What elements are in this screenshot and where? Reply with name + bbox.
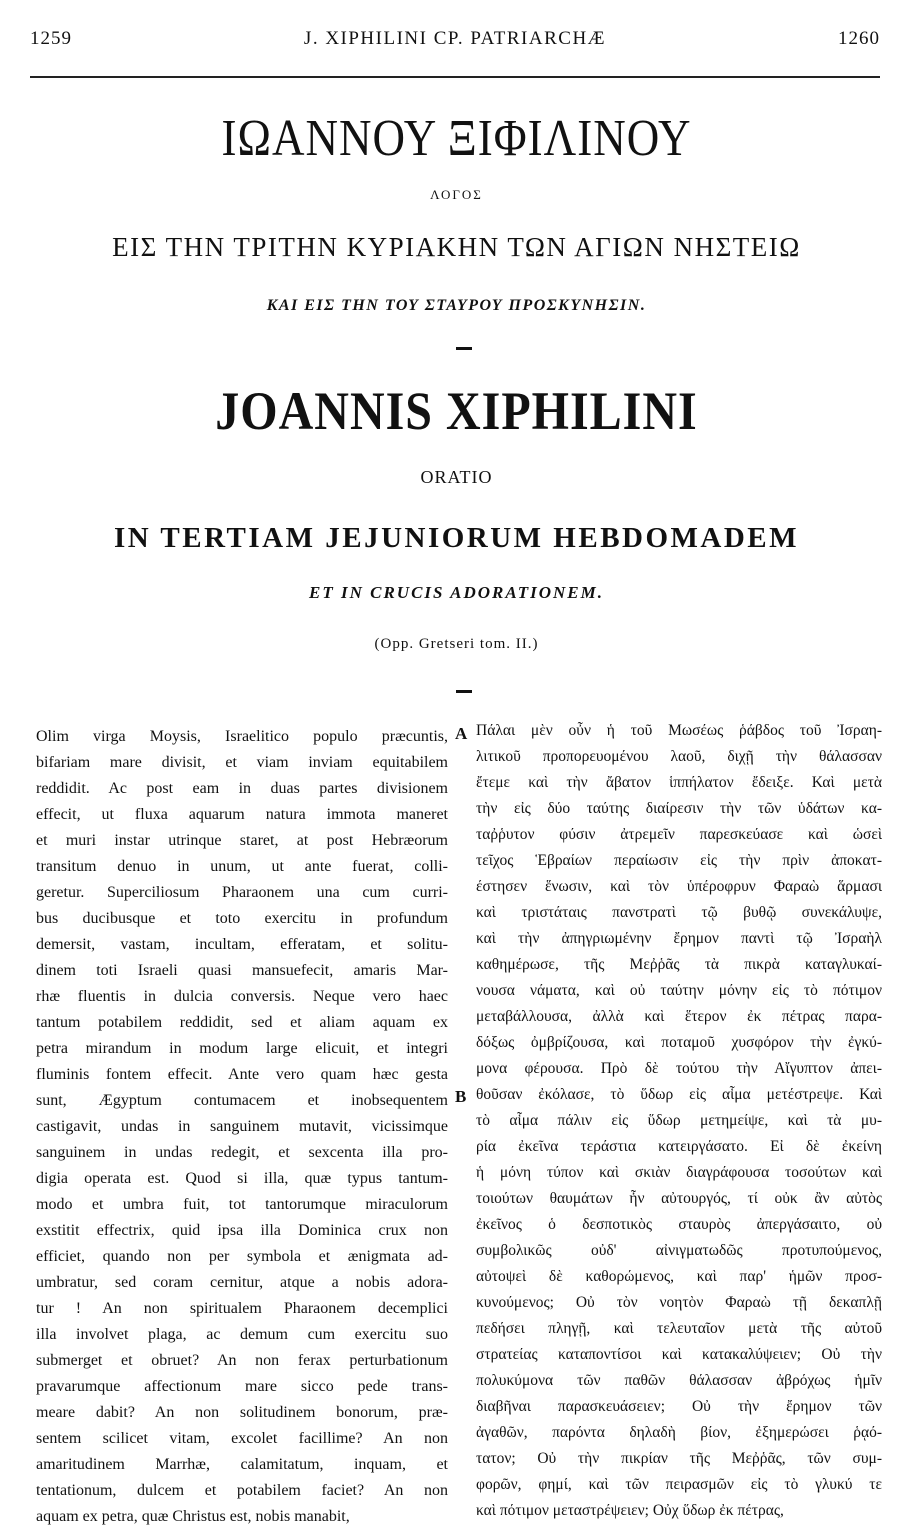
greek-title: ΙΩΑΝΝΟΥ ΞΙΦΙΛΙΝΟΥ bbox=[221, 109, 692, 167]
greek-text-line: στρατείας καταποντίσοι καὶ κατακαλύψειεν; Οὐ τὴν bbox=[476, 1346, 882, 1363]
latin-text-line: submerget et obruet? An non ferax perturbationum bbox=[36, 1352, 448, 1369]
greek-text-line: Πάλαι μὲν οὖν ἡ τοῦ Μωσέως ῥάβδος τοῦ Ἰσραη- bbox=[476, 722, 882, 739]
greek-text-line: έστησεν ἕνωσιν, καὶ τὸν ὑπέροφρυν Φαραὼ ἅρμασι bbox=[476, 878, 882, 895]
greek-subtitle: ΕΙΣ ΤΗΝ ΤΡΙΤΗΝ ΚΥΡΙΑΚΗΝ ΤΩΝ ΑΓΙΩΝ ΝΗΣΤΕΙΩ bbox=[112, 232, 801, 262]
greek-text-line: φορῶν, φημί, καὶ τῶν πειρασμῶν εἰς τὸ γλυκύ τε bbox=[476, 1476, 882, 1493]
greek-text-line: ἡ μόνη τύπον καὶ σκιὰν διαγράφουσα τοσούτων καὶ bbox=[476, 1164, 882, 1181]
latin-text-line: digia operata est. Quod si illa, quæ typus tantum- bbox=[36, 1170, 448, 1187]
latin-text-line: petra mirandum in modum large elicuit, et integri bbox=[36, 1040, 448, 1057]
greek-text-line: μεταβάλλουσα, ἀλλὰ καὶ ἕτερον ἐκ πέτρας παρα- bbox=[476, 1008, 882, 1025]
latin-text-line: tentationum, dulcem et potabilem faciet? An non bbox=[36, 1482, 448, 1499]
latin-text-line: fluminis fontem effecit. Ante vero quam hæc gesta bbox=[36, 1066, 448, 1083]
latin-title: JOANNIS XIPHILINI bbox=[215, 381, 698, 442]
running-title: J. XIPHILINI CP. PATRIARCHÆ bbox=[303, 28, 607, 49]
latin-text-line: effecit, ut fluxa aquarum natura immota maneret bbox=[36, 806, 448, 823]
greek-text-line: καὶ πότιμον μεταστρέψειεν; Οὐχ ὕδωρ ἐκ πέτρας, bbox=[476, 1502, 784, 1519]
latin-text-line: rhæ fluentis in dulcia conversis. Neque vero haec bbox=[36, 988, 448, 1005]
latin-text-line: bus ducibusque et toto exercitu in profundum bbox=[36, 910, 448, 927]
greek-text-line: μονα φέρουσα. Πρὸ δὲ τούτου τὴν Αἴγυπτον ἀπει- bbox=[476, 1060, 882, 1077]
margin-marker-b: B bbox=[455, 1087, 467, 1106]
greek-logos-label: ΛΟΓΟΣ bbox=[430, 187, 483, 202]
latin-text-line: aquam ex petra, quæ Christus est, nobis manabit, bbox=[36, 1508, 350, 1525]
latin-text-line: et muri instar utrinque staret, at post Hebræorum bbox=[36, 832, 448, 849]
greek-text-line: συμβολικῶς οὐδ' αἰνιγματωδῶς προτυπούμενος, bbox=[476, 1242, 882, 1259]
latin-text-line: bifariam mare divisit, et viam inviam equitabilem bbox=[36, 754, 448, 771]
greek-subtitle-italic: ΚΑΙ ΕΙΣ ΤΗΝ ΤΟΥ ΣΤΑΥΡΟΥ ΠΡΟΣΚΥΝΗΣΙΝ. bbox=[266, 297, 647, 314]
latin-text-line: tantum potabilem reddidit, sed et aliam aquam ex bbox=[36, 1014, 448, 1031]
latin-subtitle-italic: ET IN CRUCIS ADORATIONEM. bbox=[309, 583, 604, 602]
header-rule bbox=[30, 76, 880, 78]
latin-text-line: demersit, vastam, incultam, efferatam, et solitu- bbox=[36, 936, 448, 953]
greek-text-column bbox=[476, 718, 882, 1524]
greek-text-line: τοιούτων θαυμάτων ἦν αὐτουργός, τί οὐκ ἂν αὐτὸς bbox=[476, 1190, 882, 1207]
latin-text-line: tur ! An non spiritualem Pharaonem decemplici bbox=[36, 1300, 448, 1317]
greek-text-line: τεῖχος Ἑβραίων περαίωσιν εἰς τὴν πρὶν ἀποκατ- bbox=[476, 852, 882, 869]
margin-marker-a: A bbox=[455, 724, 468, 743]
latin-text-line: Olim virga Moysis, Israelitico populo præcuntis, bbox=[36, 728, 448, 745]
greek-text-line: πεδήσει πληγῇ, καὶ τελευταῖον μετὰ τῆς αὐτοῦ bbox=[476, 1320, 882, 1337]
greek-text-line: λιτικοῦ προπορευομένου λαοῦ, διχῇ τὴν θάλασσαν bbox=[476, 748, 882, 765]
greek-text-line: τὴν εἰς δύο ταύτης διαίρεσιν τὴν τῶν ὑδάτων κα- bbox=[476, 800, 882, 817]
latin-text-line: reddidit. Ac post eam in duas partes divisionem bbox=[36, 780, 448, 797]
latin-text-line: sentem scilicet vitam, excolet facillime? An non bbox=[36, 1430, 448, 1447]
latin-text-line: exstitit effectrix, quid ipsa illa Dominica crux non bbox=[36, 1222, 448, 1239]
source-citation: (Opp. Gretseri tom. II.) bbox=[374, 636, 539, 652]
latin-text-line: transitum denuo in unum, ut ante fuerat, colli- bbox=[36, 858, 448, 875]
greek-text-line: καὶ τριστάταις πανστρατὶ τῷ βυθῷ συνεκάλυψε, bbox=[476, 904, 882, 921]
latin-text-line: geretur. Superciliosum Pharaonem una cum curri- bbox=[36, 884, 448, 901]
latin-text-line: pravarumque affectionum mare sicco pede trans- bbox=[36, 1378, 448, 1395]
greek-text-line: καθημέρωσε, τῆς Μεῤῥᾶς τὰ πικρὰ καταγλυκαί- bbox=[476, 956, 882, 973]
column-number-right: 1260 bbox=[838, 28, 880, 49]
greek-text-line: δόξως ὀμβρίζουσα, καὶ ποταμοῦ χυσφόρον τὴν ἐγκύ- bbox=[476, 1034, 882, 1051]
greek-text-line: ἀγαθῶν, παρόντα δηλαδὴ βίον, ἐξημερώσει ῥᾳό- bbox=[476, 1424, 882, 1441]
latin-text-column bbox=[36, 724, 448, 1530]
latin-text-line: amaritudinem Marrhæ, calamitatum, inquam, et bbox=[36, 1456, 448, 1473]
latin-oratio-label: ORATIO bbox=[420, 467, 493, 487]
latin-text-line: sunt, Ægyptum contumacem et inobsequentem bbox=[36, 1092, 448, 1109]
greek-text-line: νουσα νάματα, καὶ οὐ ταύτην μόνην εἰς τὸ πότιμον bbox=[476, 982, 882, 999]
greek-text-line: ταῤῥυτον φύσιν ἀτρεμεῖν παρεσκεύασε καὶ ὡσεὶ bbox=[476, 826, 882, 843]
running-head bbox=[30, 28, 880, 54]
latin-text-line: modo et umbra fuit, tot tantorumque miraculorum bbox=[36, 1196, 448, 1213]
latin-text-line: castigavit, undas in sanguinem mutavit, vicissimque bbox=[36, 1118, 448, 1135]
separator-dash bbox=[456, 690, 472, 693]
greek-text-line: ἔτεμε καὶ τὴν ἄβατον ἱππήλατον ἔδειξε. Καὶ μετὰ bbox=[476, 774, 882, 791]
latin-text-line: sanguinem in undas redegit, et sexcenta illa pro- bbox=[36, 1144, 448, 1161]
greek-text-line: τατον; Οὐ τὴν πικρίαν τῆς Μεῤῥᾶς, τῶν συμ- bbox=[476, 1450, 882, 1467]
latin-text-line: meare dabit? An non solitudinem bonorum, præ- bbox=[36, 1404, 448, 1421]
greek-text-line: ἐκεῖνος ὁ δεσποτικὸς σταυρὸς ἀπεργάσαιτο, οὐ bbox=[476, 1216, 882, 1233]
greek-text-line: καὶ τὴν ἀπηγριωμένην ἔρημον παντὶ τῷ Ἰσραὴλ bbox=[476, 930, 882, 947]
greek-text-line: κυνούμενος; Οὐ τὸν νοητὸν Φαραὼ τῇ δεκαπλῇ bbox=[476, 1294, 882, 1311]
latin-text-line: efficiet, quando non per symbola et ænigmata ad- bbox=[36, 1248, 448, 1265]
latin-text-line: illa involvet plaga, ac demum cum exercitu suo bbox=[36, 1326, 448, 1343]
greek-text-line: ρία ἐκεῖνα τεράστια κατειργάσατο. Εἰ δὲ ἐκείνη bbox=[476, 1138, 882, 1155]
separator-dash bbox=[456, 347, 472, 350]
latin-text-line: umbratur, sed coram cernitur, atque a nobis adora- bbox=[36, 1274, 448, 1291]
greek-text-line: θοῦσαν ἐκόλασε, τὸ ὕδωρ εἰς αἷμα μετέστρεψε. Καὶ bbox=[476, 1086, 882, 1103]
greek-text-line: αὐτοψεὶ δὲ καθορώμενος, καὶ παρ' ἡμῶν προσ- bbox=[476, 1268, 882, 1285]
greek-text-line: πολυκύμονα τῶν παθῶν θάλασσαν ἀβρόχως ἡμῖν bbox=[476, 1372, 882, 1389]
greek-text-line: τὸ αἷμα πάλιν εἰς ὕδωρ μετημείψε, καὶ τὰ μυ- bbox=[476, 1112, 882, 1129]
column-number-left: 1259 bbox=[30, 28, 72, 49]
greek-text-line: διαβῆναι παρασκευάσειεν; Οὐ τὴν ἔρημον τῶν bbox=[476, 1398, 882, 1415]
latin-text-line: dinem toti Israeli quasi mansuefecit, amaris Mar- bbox=[36, 962, 448, 979]
latin-subtitle: IN TERTIAM JEJUNIORUM HEBDOMADEM bbox=[113, 522, 800, 554]
